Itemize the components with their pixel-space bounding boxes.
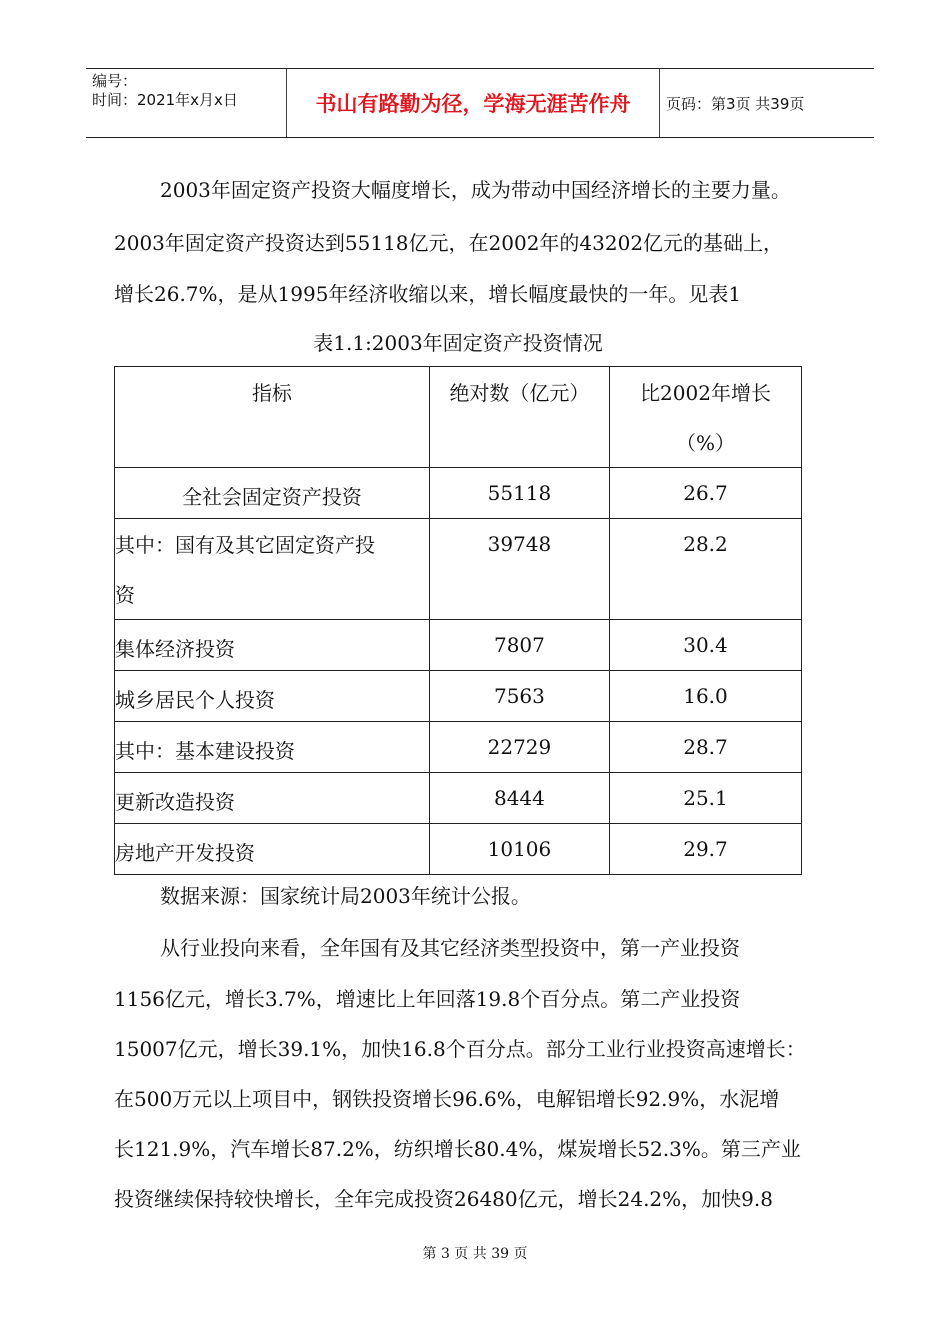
row-growth: 25.1 (683, 786, 728, 810)
row-value: 7807 (493, 633, 545, 657)
table-row (115, 773, 802, 824)
body-line-3: 15007亿元，增长39.1%，加快16.8个百分点。部分工业行业投资高速增长： (114, 1037, 806, 1061)
row-value: 39748 (487, 532, 552, 556)
data-source: 数据来源：国家统计局2003年统计公报。 (160, 884, 531, 908)
header-motto: 书山有路勤为径，学海无涯苦作舟 (286, 69, 660, 137)
table-row (115, 519, 802, 620)
row-value: 7563 (493, 684, 545, 708)
table-row (115, 468, 802, 519)
row-label: 房地产开发投资 (115, 841, 255, 865)
row-value: 8444 (493, 786, 545, 810)
body-line-5: 长121.9%，汽车增长87.2%，纺织增长80.4%，煤炭增长52.3%。第三产业 (114, 1137, 801, 1161)
row-growth: 16.0 (683, 684, 728, 708)
body-line-6: 投资继续保持较快增长，全年完成投资26480亿元，增长24.2%，加快9.8 (114, 1187, 773, 1211)
row-growth: 28.2 (683, 532, 728, 556)
row-label: 其中：国有及其它固定资产投 (115, 533, 375, 557)
table-row (115, 671, 802, 722)
row-growth: 30.4 (683, 633, 728, 657)
row-growth: 29.7 (683, 837, 728, 861)
page-header (86, 68, 874, 138)
table-row (115, 824, 802, 875)
row-label: 城乡居民个人投资 (115, 688, 275, 712)
header-absolute: 绝对数（亿元） (429, 367, 609, 468)
table-header-row (115, 367, 802, 468)
investment-table (114, 366, 802, 875)
row-value: 10106 (487, 837, 552, 861)
intro-line-2: 2003年固定资产投资达到55118亿元，在2002年的43202亿元的基础上， (114, 231, 784, 255)
intro-line-1: 2003年固定资产投资大幅度增长，成为带动中国经济增长的主要力量。 (160, 178, 791, 202)
row-growth: 28.7 (683, 735, 728, 759)
intro-line-3: 增长26.7%，是从1995年经济收缩以来，增长幅度最快的一年。见表1 (114, 282, 742, 306)
row-label: 其中：基本建设投资 (115, 739, 295, 763)
time-label: 时间：2021年x月x日 (92, 91, 238, 109)
row-value: 22729 (487, 735, 552, 759)
body-line-2: 1156亿元，增长3.7%，增速比上年回落19.8个百分点。第二产业投资 (114, 987, 741, 1011)
body-line-1: 从行业投向来看，全年国有及其它经济类型投资中，第一产业投资 (160, 936, 740, 960)
row-label: 更新改造投资 (115, 790, 235, 814)
number-label: 编号： (92, 72, 138, 90)
row-growth: 26.7 (683, 481, 728, 505)
table-caption: 表1.1:2003年固定资产投资情况 (313, 331, 603, 355)
header-growth: 比2002年增长 （%） (610, 367, 802, 468)
page-footer: 第 3 页 共 39 页 (422, 1246, 528, 1262)
body-line-4: 在500万元以上项目中，钢铁投资增长96.6%，电解铝增长92.9%，水泥增 (114, 1087, 780, 1111)
header-meta (92, 72, 282, 110)
header-indicator: 指标 (115, 367, 430, 468)
table-row (115, 722, 802, 773)
row-label-continued: 资 (115, 583, 135, 607)
header-page-label: 页码：第3页 共39页 (666, 94, 805, 113)
row-label: 集体经济投资 (115, 637, 235, 661)
row-value: 55118 (487, 481, 552, 505)
table-row (115, 620, 802, 671)
row-label: 全社会固定资产投资 (181, 485, 362, 509)
